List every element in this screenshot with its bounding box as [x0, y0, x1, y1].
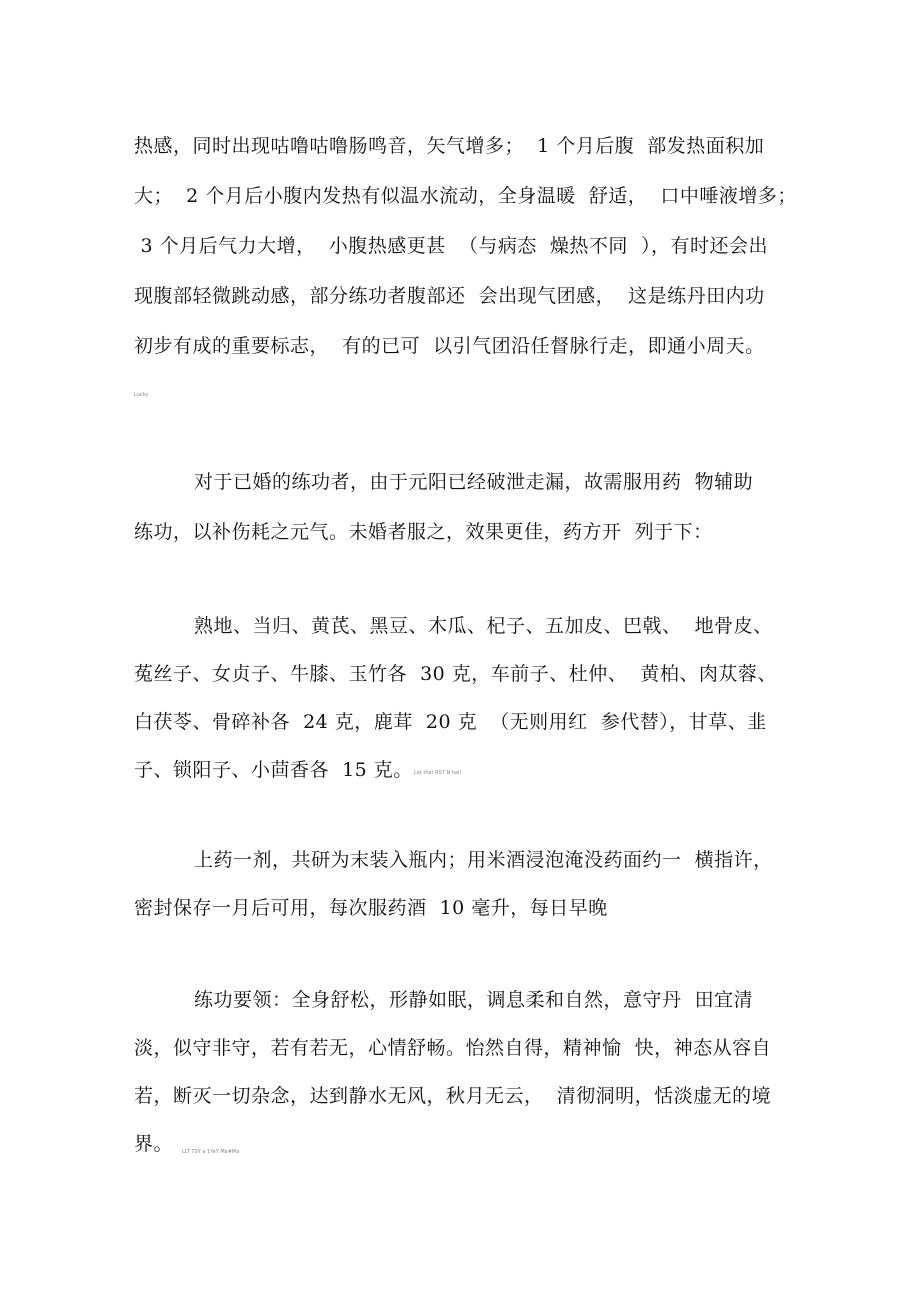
artifact-note-1: Lucky: [134, 392, 149, 398]
artifact-note-2: Lat that RS7 N hall: [414, 770, 461, 776]
paragraph-1-line-3: 3 个月后气力大增， 小腹热感更甚 （与病态 燥热不同 ），有时还会出: [134, 235, 768, 257]
paragraph-3-line-2: 菟丝子、女贞子、牛膝、玉竹各 30 克，车前子、杜仲、 黄柏、肉苁蓉、: [134, 663, 777, 685]
paragraph-5-line-2: 淡，似守非守，若有若无，心情舒畅。怡然自得，精神愉 快，神态从容自: [134, 1037, 772, 1059]
paragraph-4-line-2: 密封保存一月后可用，每次服药酒 10 毫升，每日早晚: [134, 897, 608, 919]
paragraph-5-line-1: 练功要领：全身舒松，形静如眠，调息柔和自然，意守丹 田宜清: [194, 989, 754, 1011]
paragraph-1-line-2: 大； 2 个月后小腹内发热有似温水流动，全身温暖 舒适， 口中唾液增多；: [134, 185, 797, 207]
artifact-note-3: LLT TSY a 1YeY Ma#Ma: [182, 1149, 240, 1155]
paragraph-4-line-1: 上药一剂，共研为末装入瓶内；用米酒浸泡淹没药面约一 横指许，: [194, 849, 773, 871]
paragraph-2-line-1: 对于已婚的练功者，由于元阳已经破泄走漏，故需服用药 物辅助: [194, 471, 754, 493]
paragraph-1-line-4: 现腹部轻微跳动感，部分练功者腹部还 会出现气团感， 这是练丹田内功: [134, 285, 765, 307]
paragraph-3-line-3: 白茯苓、骨碎补各 24 克，鹿茸 20 克 （无则用红 参代替），甘草、韭: [134, 711, 767, 733]
paragraph-5-line-4: 界。: [134, 1133, 174, 1155]
paragraph-3-line-1: 熟地、当归、黄芪、黑豆、木瓜、杞子、五加皮、巴戟、 地骨皮、: [194, 615, 773, 637]
paragraph-2-line-2: 练功，以补伤耗之元气。未婚者服之，效果更佳，药方开 列于下：: [134, 521, 713, 543]
paragraph-3-line-4: 子、锁阳子、小茴香各 15 克。: [134, 759, 413, 781]
paragraph-5-line-3: 若，断灭一切杂念，达到静水无风，秋月无云， 清彻洞明，恬淡虚无的境: [134, 1085, 772, 1107]
paragraph-1-line-1: 热感，同时出现咕噜咕噜肠鸣音，矢气增多； 1 个月后腹 部发热面积加: [134, 135, 765, 157]
paragraph-1-line-5: 初步有成的重要标志， 有的已可 以引气团沿任督脉行走，即通小周天。: [134, 335, 765, 357]
